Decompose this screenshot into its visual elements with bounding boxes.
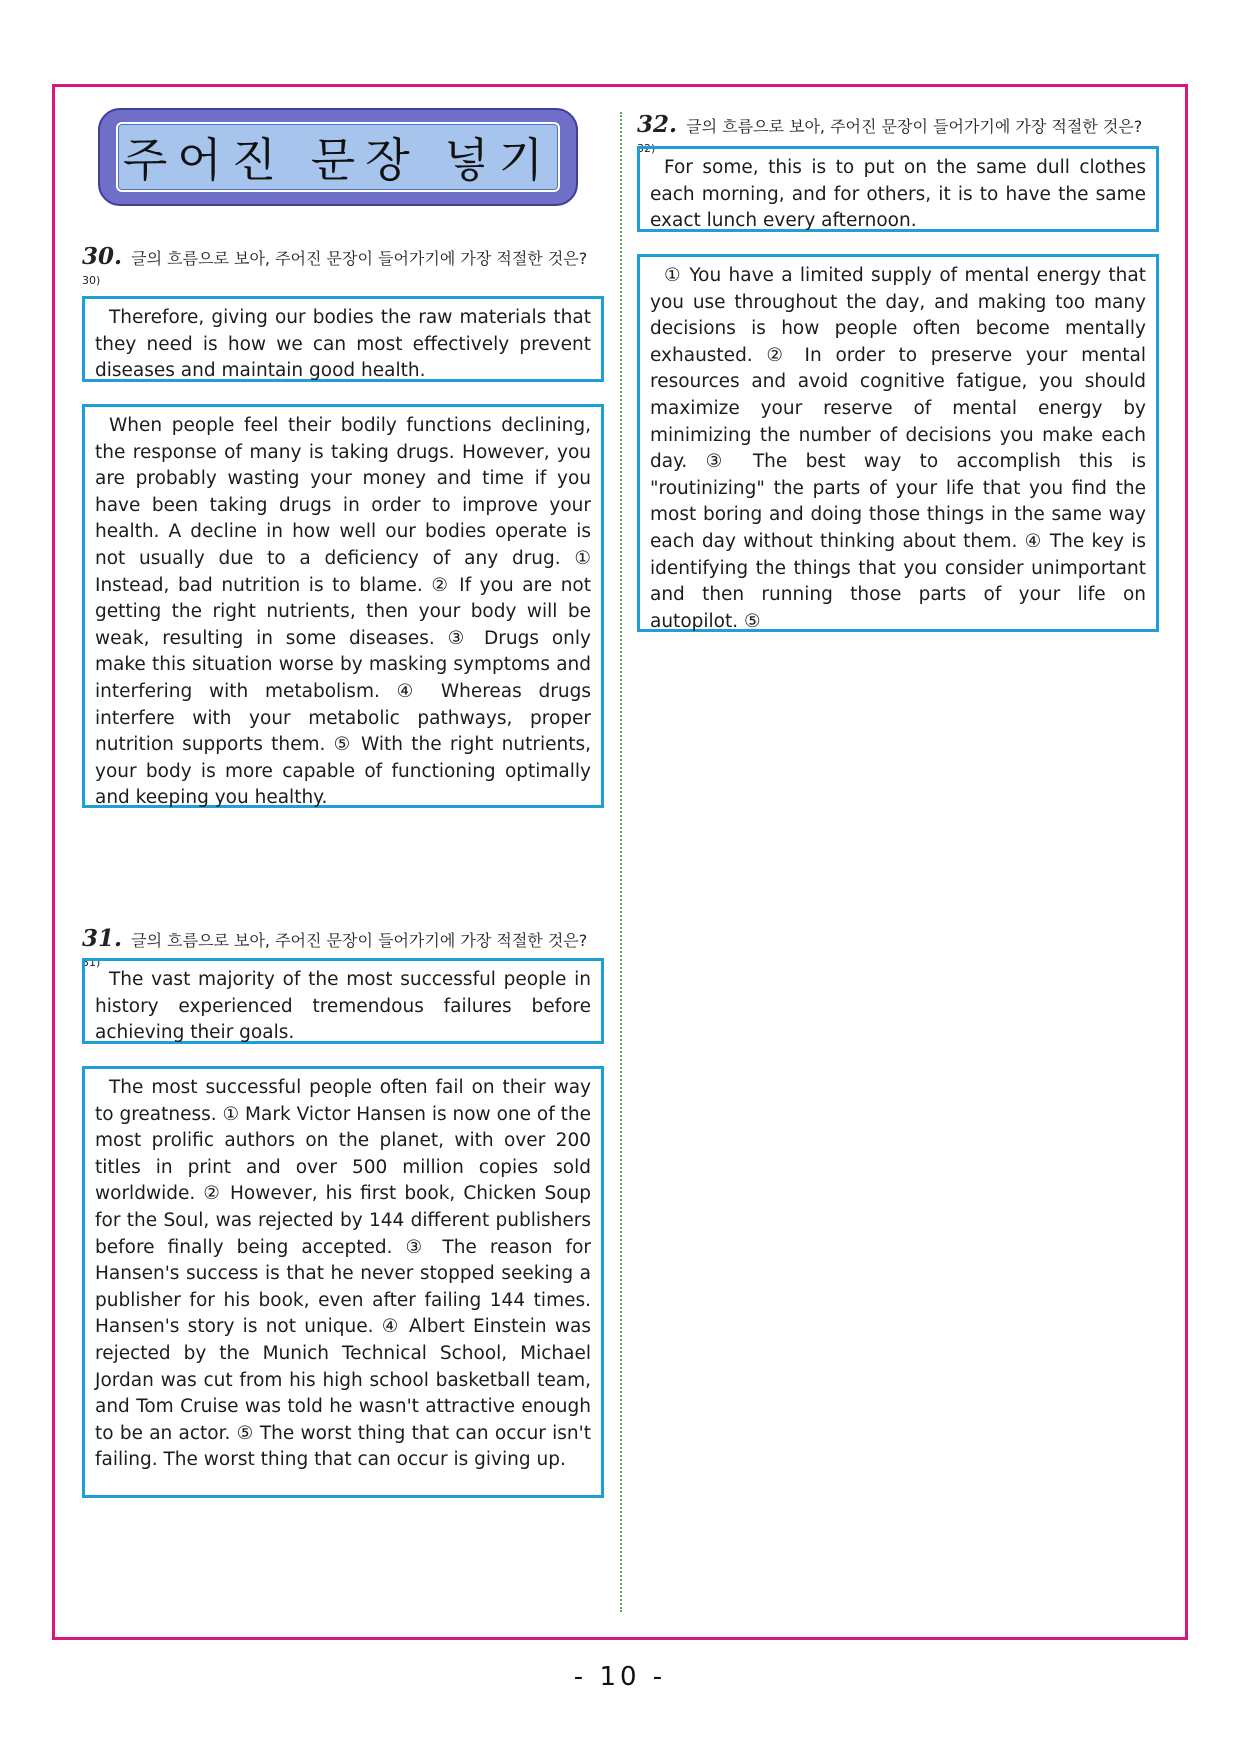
question-31-footnote: 31) — [82, 956, 101, 969]
question-31-passage — [82, 1066, 604, 1498]
question-32-footnote: 32) — [637, 142, 656, 155]
question-32-passage-text: ① You have a limited supply of mental energy that you use throughout the day, and making too many decisions is how people often become mentally exhausted. ② In order to preserve your mental resources and avoid cognitive fatigue, you should maximize your reserve of mental energy by minimizing the number of decisions you make each day. ③ The best way to accomplish this is "routinizing" the parts of your life that you find the most boring and doing those things in the same way each day without thinking about them. ④ The key is identifying the things that you consider unimportant and then running those parts of your life on autopilot. ⑤ — [650, 265, 1146, 632]
question-31-given-sentence — [82, 958, 604, 1044]
section-title: 주어진 문장 넣기 — [122, 133, 554, 187]
question-30-number: 30. — [82, 243, 123, 270]
question-31-given-text: The vast majority of the most successful people in history experienced tremendous failures before achieving their goals. — [95, 969, 591, 1044]
question-30-header — [82, 243, 604, 296]
question-31-text: 글의 흐름으로 보아, 주어진 문장이 들어가기에 가장 적절한 것은? — [131, 931, 588, 950]
question-32-given-sentence — [637, 146, 1159, 232]
question-31-number: 31. — [82, 925, 123, 952]
question-32-text: 글의 흐름으로 보아, 주어진 문장이 들어가기에 가장 적절한 것은? — [686, 117, 1143, 136]
question-30-footnote: 30) — [82, 274, 101, 287]
section-title-inner — [116, 122, 560, 192]
question-30-text: 글의 흐름으로 보아, 주어진 문장이 들어가기에 가장 적절한 것은? — [131, 249, 588, 268]
question-30-passage — [82, 404, 604, 808]
question-30-passage-text: When people feel their bodily functions declining, the response of many is taking drugs. However, you are probably wasting your money and time if you have been taking drugs in order to improve your health. A decline in how well our bodies operate is not usually due to a deficiency of any drug. ① Instead, bad nutrition is to blame. ② If you are not getting the right nutrients, then your body will be weak, resulting in some diseases. ③ Drugs only make this situation worse by masking symptoms and interfering with metabolism. ④ Whereas drugs interfere with your metabolic pathways, proper nutrition supports them. ⑤ With the right nutrients, your body is more capable of functioning optimally and keeping you healthy. — [95, 415, 591, 809]
question-30-given-text: Therefore, giving our bodies the raw materials that they need is how we can most effectively prevent diseases and maintain good health. — [95, 307, 591, 382]
section-title-banner — [98, 108, 578, 206]
question-30-given-sentence — [82, 296, 604, 382]
question-32-number: 32. — [637, 111, 678, 138]
column-divider — [620, 112, 622, 1612]
page-number: - 10 - — [573, 1662, 667, 1692]
question-32-passage — [637, 254, 1159, 632]
question-31-passage-text: The most successful people often fail on their way to greatness. ① Mark Victor Hansen is now one of the most prolific authors on the planet, with over 200 titles in print and over 500 million copies sold worldwide. ② However, his first book, Chicken Soup for the Soul, was rejected by 144 different publishers before finally being accepted. ③ The reason for Hansen's success is that he never stopped seeking a publisher for his book, even after failing 144 times. Hansen's story is not unique. ④ Albert Einstein was rejected by the Munich Technical School, Michael Jordan was cut from his high school basketball team, and Tom Cruise was told he wasn't attractive enough to be an actor. ⑤ The worst thing that can occur isn't failing. The worst thing that can occur is giving up. — [95, 1077, 591, 1471]
question-32-given-text: For some, this is to put on the same dull clothes each morning, and for others, it is to have the same exact lunch every afternoon. — [650, 157, 1146, 232]
